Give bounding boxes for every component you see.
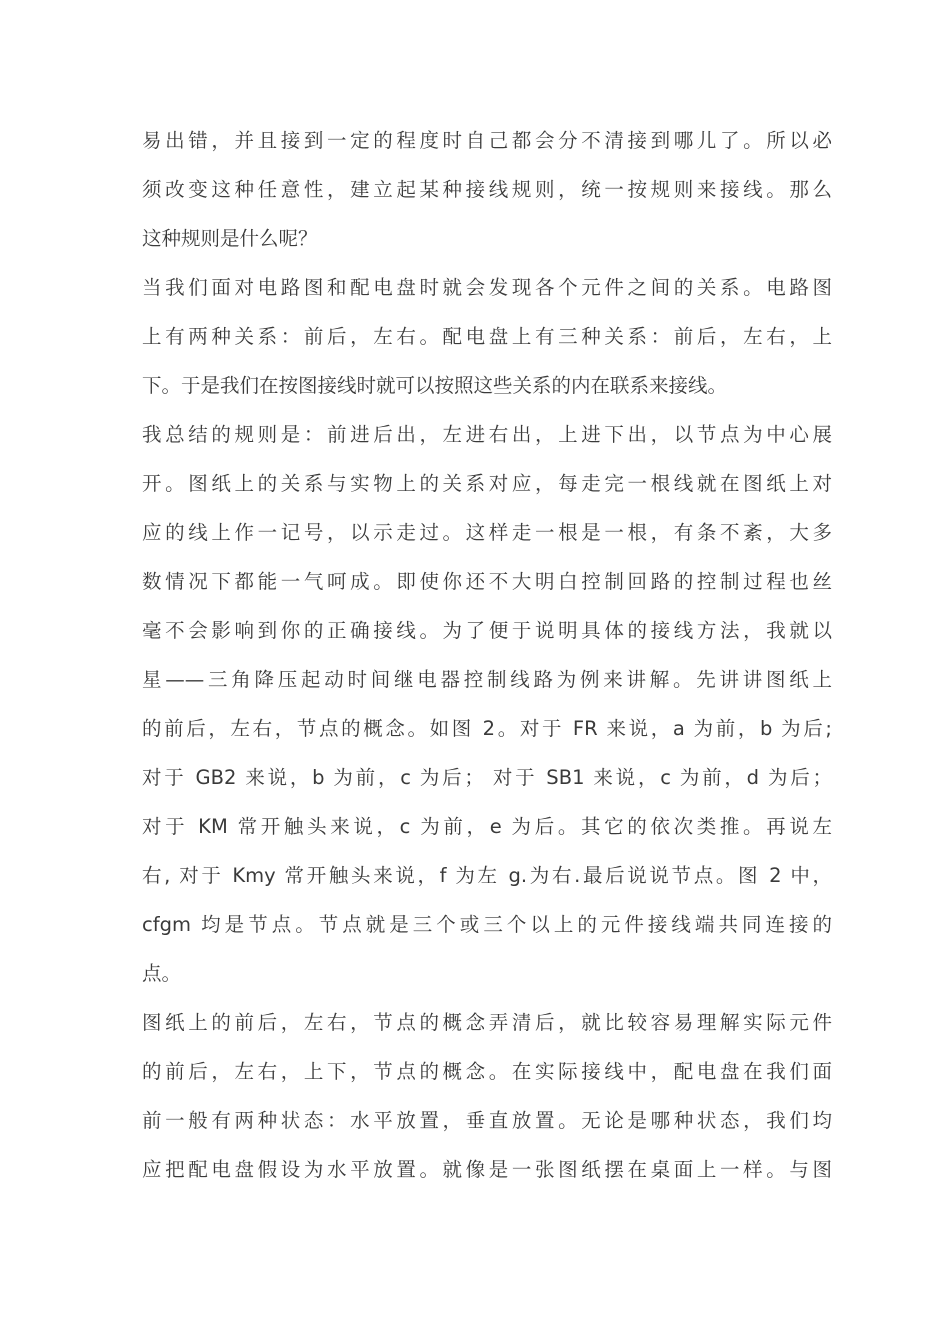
text-line: 数情况下都能一气呵成。即使你还不大明白控制回路的控制过程也丝	[142, 570, 832, 593]
text-line: 开。图纸上的关系与实物上的关系对应，每走完一根线就在图纸上对	[142, 472, 832, 495]
text-line: 的前后，左右，节点的概念。如图 2。对于 FR 来说，a 为前，b 为后;	[142, 717, 832, 740]
text-line: 毫不会影响到你的正确接线。为了便于说明具体的接线方法，我就以	[142, 619, 832, 642]
text-line: 对于 KM 常开触头来说，c 为前，e 为后。其它的依次类推。再说左	[142, 815, 832, 838]
text-line: 须改变这种任意性，建立起某种接线规则，统一按规则来接线。那么	[142, 178, 832, 201]
text-line: 应把配电盘假设为水平放置。就像是一张图纸摆在桌面上一样。与图	[142, 1158, 832, 1181]
text-line: 上有两种关系：前后，左右。配电盘上有三种关系：前后，左右，上	[142, 325, 832, 348]
text-line: 前一般有两种状态：水平放置，垂直放置。无论是哪种状态，我们均	[142, 1109, 832, 1132]
text-line: 星——三角降压起动时间继电器控制线路为例来讲解。先讲讲图纸上	[142, 668, 832, 691]
paragraph-panel-orientation	[142, 998, 832, 1194]
text-line: cfgm 均是节点。节点就是三个或三个以上的元件接线端共同连接的	[142, 913, 832, 936]
paragraph-rules	[142, 410, 832, 998]
paragraph-relationships	[142, 263, 832, 410]
text-line: 这种规则是什么呢？	[142, 227, 318, 250]
paragraph-wiring-confusion	[142, 116, 832, 263]
text-line: 下。于是我们在按图接线时就可以按照这些关系的内在联系来接线。	[142, 374, 728, 397]
document-page	[142, 116, 832, 1194]
text-line: 图纸上的前后，左右，节点的概念弄清后，就比较容易理解实际元件	[142, 1011, 832, 1034]
text-line: 的前后，左右，上下，节点的概念。在实际接线中，配电盘在我们面	[142, 1060, 832, 1083]
text-line: 右, 对于 Kmy 常开触头来说，f 为左 g.为右.最后说说节点。图 2 中，	[142, 864, 832, 887]
text-line: 点。	[142, 962, 182, 985]
text-line: 应的线上作一记号，以示走过。这样走一根是一根，有条不紊，大多	[142, 521, 832, 544]
text-line: 对于 GB2 来说，b 为前，c 为后； 对于 SB1 来说，c 为前，d 为后；	[142, 766, 832, 789]
text-line: 易出错，并且接到一定的程度时自己都会分不清接到哪儿了。所以必	[142, 129, 832, 152]
text-line: 当我们面对电路图和配电盘时就会发现各个元件之间的关系。电路图	[142, 276, 832, 299]
text-line: 我总结的规则是：前进后出，左进右出，上进下出，以节点为中心展	[142, 423, 832, 446]
